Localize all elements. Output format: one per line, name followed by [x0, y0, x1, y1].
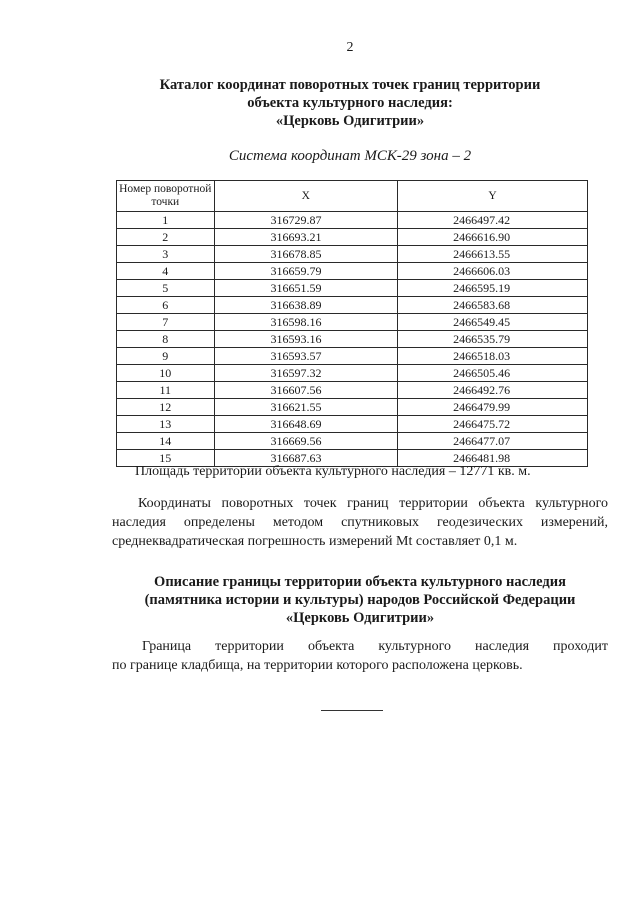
point-number-cell: 3: [117, 246, 215, 263]
y-coordinate-cell: 2466477.07: [398, 433, 588, 450]
x-coordinate-cell: 316597.32: [214, 365, 398, 382]
table-row: [117, 399, 588, 416]
x-coordinate-cell: 316621.55: [214, 399, 398, 416]
closing-rule: [321, 710, 383, 711]
x-coordinate-cell: 316638.89: [214, 297, 398, 314]
y-coordinate-cell: 2466613.55: [398, 246, 588, 263]
paragraph-line: среднеквадратическая погрешность измерений Mt составляет 0,1 м.: [112, 534, 518, 549]
description-title: [0, 573, 640, 627]
header-y: Y: [398, 181, 588, 212]
catalog-title-line: объекта культурного наследия:: [247, 95, 453, 111]
point-number-cell: 5: [117, 280, 215, 297]
point-number-cell: 14: [117, 433, 215, 450]
point-number-cell: 13: [117, 416, 215, 433]
y-coordinate-cell: 2466549.45: [398, 314, 588, 331]
y-coordinate-cell: 2466479.99: [398, 399, 588, 416]
x-coordinate-cell: 316729.87: [214, 212, 398, 229]
description-title-line: Описание границы территории объекта культурного наследия: [154, 574, 566, 590]
paragraph-line: Граница территории объекта культурного наследия проходит: [142, 639, 608, 654]
point-number-cell: 10: [117, 365, 215, 382]
point-number-cell: 15: [117, 450, 215, 467]
table-row: [117, 416, 588, 433]
point-number-cell: 2: [117, 229, 215, 246]
y-coordinate-cell: 2466535.79: [398, 331, 588, 348]
y-coordinate-cell: 2466518.03: [398, 348, 588, 365]
table-row: [117, 433, 588, 450]
table-row: [117, 280, 588, 297]
table-body: [117, 212, 588, 467]
catalog-title: [0, 76, 640, 130]
y-coordinate-cell: 2466492.76: [398, 382, 588, 399]
table-row: [117, 297, 588, 314]
table-row: [117, 331, 588, 348]
paragraph-line: Координаты поворотных точек границ территории объекта культурного: [138, 496, 608, 511]
catalog-title-line: «Церковь Одигитрии»: [275, 113, 425, 129]
x-coordinate-cell: 316678.85: [214, 246, 398, 263]
x-coordinate-cell: 316659.79: [214, 263, 398, 280]
table-row: [117, 382, 588, 399]
x-coordinate-cell: 316669.56: [214, 433, 398, 450]
y-coordinate-cell: 2466505.46: [398, 365, 588, 382]
catalog-title-line: Каталог координат поворотных точек границ территории: [159, 77, 541, 93]
y-coordinate-cell: 2466497.42: [398, 212, 588, 229]
method-paragraph: [112, 494, 608, 551]
table-row: [117, 246, 588, 263]
x-coordinate-cell: 316607.56: [214, 382, 398, 399]
x-coordinate-cell: 316593.16: [214, 331, 398, 348]
header-x: X: [214, 181, 398, 212]
table-row: [117, 348, 588, 365]
table-row: [117, 365, 588, 382]
point-number-cell: 8: [117, 331, 215, 348]
point-number-cell: 11: [117, 382, 215, 399]
description-title-line: (памятника истории и культуры) народов Российской Федерации: [144, 592, 576, 608]
y-coordinate-cell: 2466481.98: [398, 450, 588, 467]
x-coordinate-cell: 316593.57: [214, 348, 398, 365]
y-coordinate-cell: 2466475.72: [398, 416, 588, 433]
point-number-cell: 1: [117, 212, 215, 229]
x-coordinate-cell: 316687.63: [214, 450, 398, 467]
description-title-line: «Церковь Одигитрии»: [285, 610, 435, 626]
point-number-cell: 9: [117, 348, 215, 365]
area-statement: Площадь территории объекта культурного наследия – 12771 кв. м.: [135, 464, 531, 479]
table-header-row: [117, 181, 588, 212]
header-point-number: Номер поворотной точки: [117, 181, 215, 212]
y-coordinate-cell: 2466606.03: [398, 263, 588, 280]
table-row: [117, 229, 588, 246]
paragraph-line: по границе кладбища, на территории которого расположена церковь.: [112, 658, 523, 673]
coordinates-table: [116, 180, 588, 467]
y-coordinate-cell: 2466616.90: [398, 229, 588, 246]
table-row: [117, 212, 588, 229]
y-coordinate-cell: 2466583.68: [398, 297, 588, 314]
x-coordinate-cell: 316651.59: [214, 280, 398, 297]
page-number: 2: [346, 40, 354, 55]
y-coordinate-cell: 2466595.19: [398, 280, 588, 297]
table-row: [117, 314, 588, 331]
point-number-cell: 6: [117, 297, 215, 314]
table-row: [117, 263, 588, 280]
point-number-cell: 12: [117, 399, 215, 416]
x-coordinate-cell: 316598.16: [214, 314, 398, 331]
boundary-paragraph: [112, 637, 608, 675]
point-number-cell: 4: [117, 263, 215, 280]
x-coordinate-cell: 316693.21: [214, 229, 398, 246]
x-coordinate-cell: 316648.69: [214, 416, 398, 433]
paragraph-line: наследия определены методом спутниковых геодезических измерений,: [112, 515, 608, 530]
point-number-cell: 7: [117, 314, 215, 331]
coordinate-system-label: Система координат МСК-29 зона – 2: [228, 148, 472, 164]
